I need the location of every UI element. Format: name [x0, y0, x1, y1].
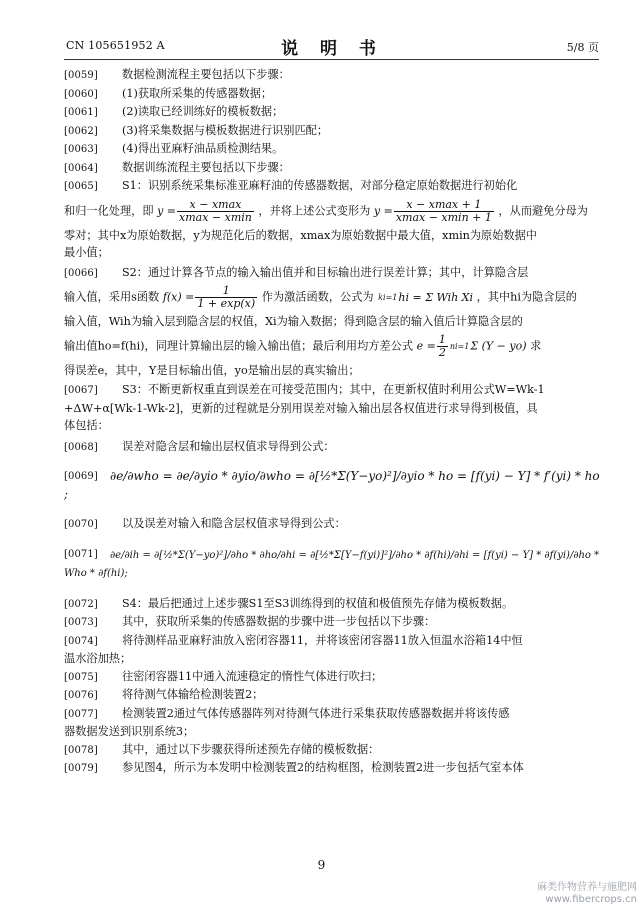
paragraph-text: ，其中hi为隐含层的 — [476, 290, 577, 304]
paragraph-0069 — [64, 468, 604, 503]
paragraph-text: 数据检测流程主要包括以下步骤： — [122, 68, 290, 81]
paragraph-text: 输入值，Wih为输入层到隐含层的权值，Xi为输入数据；得到隐含层的输入值后计算隐含层的 — [64, 315, 523, 328]
paragraph-text: 和归一化处理，即 — [64, 204, 154, 217]
paragraph-text: 求 — [530, 339, 542, 352]
paragraph-text: 零对；其中x为原始数据，y为规范化后的数据，xmax为原始数据中最大值，xmin为原始数据中 — [64, 228, 537, 242]
paragraph-0067 — [64, 381, 604, 435]
sigmoid-formula — [163, 285, 258, 310]
paragraph-text: 得误差e，其中，Y是目标输出值，yo是输出层的真实输出； — [64, 363, 360, 377]
paragraph-0072 — [64, 595, 604, 614]
paragraph-0077 — [64, 705, 604, 741]
sum-lower: i=1 — [455, 341, 470, 351]
formula-numerator: x − xmax + 1 — [394, 199, 494, 212]
page-header — [66, 34, 599, 59]
paragraph-text: 将待测样品亚麻籽油放入密闭容器11，并将该密闭容器11放入恒温水浴箱14中恒 — [122, 633, 523, 647]
paragraph-text: 输出值ho=f(hi)，同理计算输出层的输入输出值；最后利用均方差公式 — [64, 339, 414, 352]
paragraph-text: 检测装置2通过气体传感器阵列对待测气体进行采集获取传感器数据并将该传感 — [122, 706, 510, 720]
paragraph-0074 — [64, 632, 604, 668]
paragraph-0066 — [64, 264, 604, 380]
formula-lhs: f(x) = — [162, 290, 195, 304]
paragraph-text: +ΔW+α[Wk-1-Wk-2]，更新的过程就是分别用误差对输入输出层各权值进行求导得到极值，具 — [64, 401, 538, 415]
paragraph — [64, 159, 604, 178]
paragraph-text: 以及误差对输入和隐含层权值求导得到公式： — [122, 517, 346, 531]
header-rule — [64, 59, 599, 60]
paragraph-text: S1：识别系统采集标准亚麻籽油的传感器数据，对部分稳定原始数据进行初始化 — [122, 179, 518, 192]
document-title: 说 明 书 — [281, 39, 384, 59]
paragraph-number: [0077] — [64, 708, 98, 720]
page-indicator: 5/8 页 — [566, 41, 599, 54]
paragraph-0076 — [64, 686, 604, 705]
paragraph-text: ，从而避免分母为 — [498, 204, 588, 217]
paragraph-text: 参见图4，所示为本发明中检测装置2的结构框图，检测装置2进一步包括气室本体 — [122, 761, 524, 775]
paragraph-text: (2)读取已经训练好的模板数据； — [122, 105, 284, 118]
paragraph-number: [0075] — [64, 671, 98, 683]
paragraph-text: 输入值，采用s函数 — [64, 290, 160, 304]
paragraph-text: (4)得出亚麻籽油品质检测结果。 — [122, 142, 284, 155]
paragraph-text: (1)获取所采集的传感器数据； — [122, 86, 273, 100]
paragraph-number: [0073] — [64, 617, 98, 629]
formula-numerator: 1 — [438, 332, 446, 346]
hidden-input-formula — [377, 289, 473, 307]
paragraph-text: 其中，通过以下步骤获得所述预先存储的模板数据： — [122, 742, 380, 756]
paragraph-0065 — [64, 177, 604, 262]
formula-numerator: x − xmax — [177, 199, 254, 212]
paragraph-number: [0071] — [64, 549, 98, 560]
paragraph — [64, 66, 604, 85]
paragraph — [64, 103, 604, 122]
paragraph-number: [0079] — [64, 763, 98, 775]
formula-denominator: xmax − xmin + 1 — [395, 210, 492, 224]
paragraph — [64, 122, 604, 141]
paragraph-0070 — [64, 515, 604, 534]
paragraph-number: [0061] — [64, 107, 98, 118]
paragraph-number: [0078] — [64, 744, 98, 756]
paragraph — [64, 140, 604, 159]
paragraph-number: [0076] — [64, 690, 98, 702]
paragraph-text: 数据训练流程主要包括以下步骤： — [122, 160, 290, 174]
gradient-output-formula: ∂e/∂who = ∂e/∂yio * ∂yio/∂who = ∂[½*Σ(Y−yo)²]/∂yio * ho = [f(yi) − Y] * f′(yi) * ho ; — [64, 469, 600, 501]
paragraph-text: S3：不断更新权重直到误差在可接受范围内；其中，在更新权值时利用公式W=Wk-1 — [122, 383, 545, 396]
paragraph-number: [0066] — [64, 267, 98, 279]
formula-body: Σ (Y − yo) — [470, 339, 527, 352]
paragraph-number: [0062] — [64, 125, 98, 137]
mse-formula — [417, 334, 527, 359]
paragraph-text: 往密闭容器11中通入流速稳定的惰性气体进行吹扫； — [122, 669, 383, 683]
transformed-formula — [374, 199, 495, 224]
sum-lower: i=1 — [383, 293, 398, 303]
formula-body: hi = Σ Wih Xi — [398, 290, 474, 304]
paragraph-number: [0070] — [64, 519, 98, 531]
paragraph-0068 — [64, 438, 604, 457]
paragraph-text: 将待测气体输给检测装置2； — [122, 688, 264, 702]
patent-number: CN 105651952 A — [66, 39, 165, 52]
watermark-line: 麻类作物营养与施肥网 — [537, 882, 637, 893]
paragraph-number: [0069] — [64, 471, 98, 483]
paragraph-number: [0059] — [64, 70, 98, 81]
watermark — [537, 882, 637, 906]
page-number: 9 — [317, 858, 326, 872]
gradient-hidden-formula: ∂e/∂ih = ∂[½*Σ(Y−yo)²]/∂ho * ∂ho/∂hi = ∂[½*Σ[Y−f(yi)]²]/∂ho * ∂f(hi)/∂hi = [f(yi) − Y] * ∂f(yi)/∂ho * Who * ∂f(hi); — [64, 549, 600, 580]
paragraph-0075 — [64, 668, 604, 687]
paragraph-number: [0064] — [64, 162, 98, 174]
paragraph-number: [0067] — [64, 385, 98, 396]
paragraph-0078 — [64, 741, 604, 760]
formula-lhs: y = — [373, 204, 393, 217]
paragraph-text: S4：最后把通过上述步骤S1至S3训练得到的权值和极值预先存储为模板数据。 — [122, 596, 514, 610]
paragraph-number: [0074] — [64, 635, 98, 647]
formula-numerator: 1 — [195, 285, 257, 298]
paragraph — [64, 85, 604, 104]
paragraph-text: ，并将上述公式变形为 — [258, 204, 371, 217]
sum-upper: n — [449, 341, 455, 351]
paragraph-0071 — [64, 546, 604, 583]
formula-lhs: e = — [416, 339, 436, 352]
paragraph-text: 最小值； — [64, 246, 109, 259]
normalization-formula — [157, 199, 255, 224]
paragraph-text: 温水浴加热； — [64, 652, 132, 666]
paragraph-text: 作为激活函数，公式为 — [261, 290, 374, 304]
paragraph-text: 体包括： — [64, 419, 109, 432]
paragraph-text: (3)将采集数据与模板数据进行识别匹配； — [122, 123, 329, 137]
document-body — [64, 66, 604, 778]
paragraph-0073 — [64, 613, 604, 632]
paragraph-text: 器数据发送到识别系统3； — [64, 725, 195, 739]
formula-denominator: 2 — [438, 345, 446, 359]
formula-denominator: 1 + exp(x) — [197, 297, 256, 310]
watermark-url: www.fibercrops.cn — [545, 894, 637, 905]
paragraph-number: [0068] — [64, 441, 98, 453]
paragraph-text: S2：通过计算各节点的输入输出值并和目标输出进行误差计算；其中，计算隐含层 — [122, 265, 529, 279]
paragraph-number: [0072] — [64, 598, 98, 610]
sum-upper: k — [378, 293, 384, 303]
paragraph-number: [0063] — [64, 144, 98, 155]
paragraph-number: [0065] — [64, 181, 98, 192]
paragraph-text: 其中，获取所采集的传感器数据的步骤中进一步包括以下步骤： — [122, 615, 436, 629]
formula-lhs: y = — [157, 204, 177, 217]
paragraph-text: 误差对隐含层和输出层权值求导得到公式： — [122, 439, 335, 453]
paragraph-number: [0060] — [64, 88, 98, 100]
paragraph-0079 — [64, 759, 604, 778]
formula-denominator: xmax − xmin — [179, 210, 252, 224]
